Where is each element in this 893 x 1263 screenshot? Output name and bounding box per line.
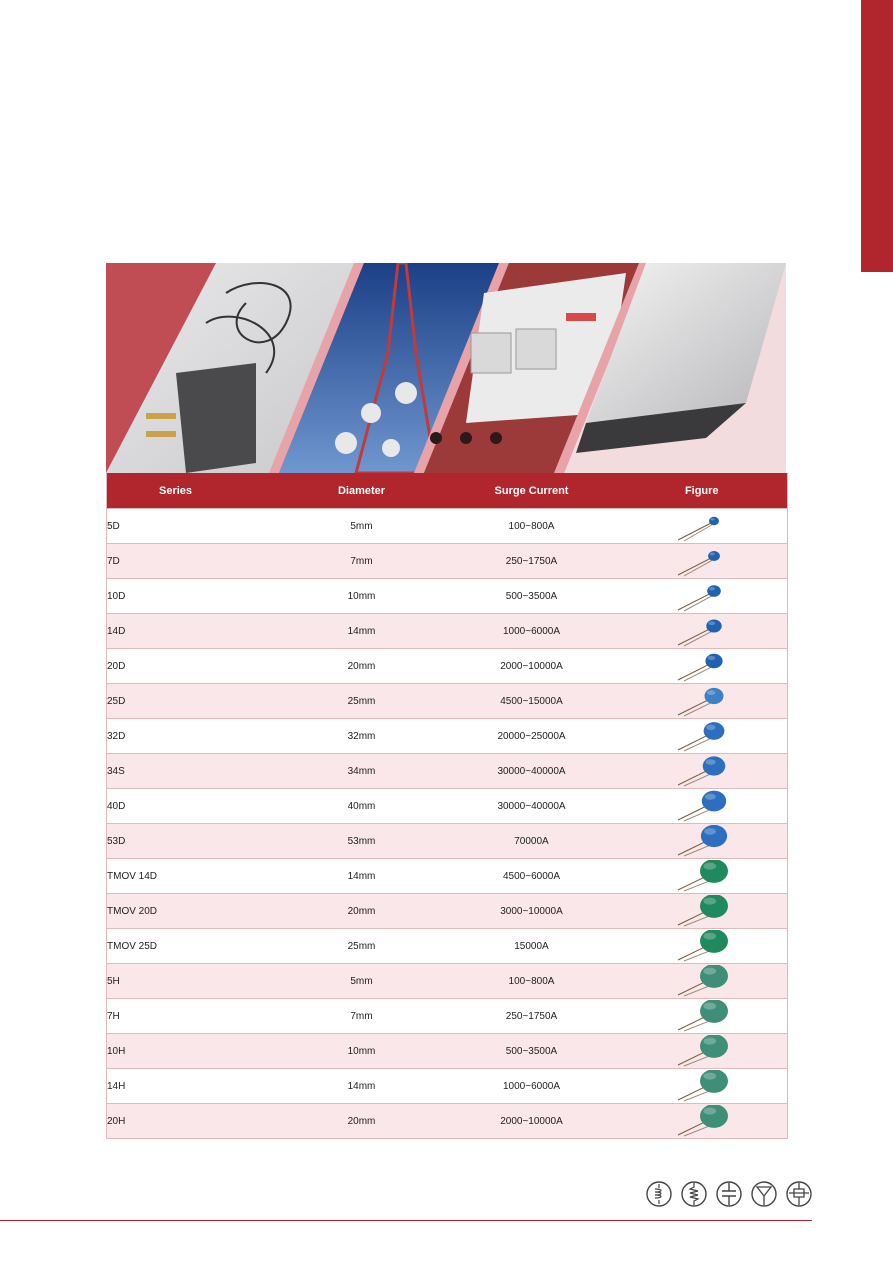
cell-series: 10H [107,1034,277,1069]
varistor-figure [672,1105,732,1137]
cell-surge-current: 500~3500A [447,1034,617,1069]
varistor-figure [672,895,732,927]
cell-diameter: 10mm [277,1034,447,1069]
cell-diameter: 25mm [277,684,447,719]
cell-surge-current: 2000~10000A [447,649,617,684]
cell-series: 20D [107,649,277,684]
table-row [107,824,788,859]
cell-series: 53D [107,824,277,859]
cell-figure [617,999,788,1034]
cell-figure [617,929,788,964]
cell-figure [617,859,788,894]
cell-diameter: 5mm [277,964,447,999]
header-diameter: Diameter [277,473,447,509]
cell-diameter: 14mm [277,859,447,894]
cell-figure [617,1104,788,1139]
table-row [107,579,788,614]
cell-figure [617,509,788,544]
table-row [107,754,788,789]
cell-series: 7H [107,999,277,1034]
cell-figure [617,719,788,754]
varistor-figure [672,790,732,822]
varistor-figure [672,825,732,857]
cell-surge-current: 500~3500A [447,579,617,614]
cell-surge-current: 70000A [447,824,617,859]
cell-surge-current: 250~1750A [447,544,617,579]
inductor-icon [647,1182,671,1206]
cell-diameter: 10mm [277,579,447,614]
varistor-figure [672,615,732,647]
antenna-icon [752,1182,776,1206]
table-row [107,614,788,649]
side-tab [861,0,893,272]
varistor-figure [672,580,732,612]
component-icons [646,1180,812,1208]
header-surge-current: Surge Current [447,473,617,509]
relay-icon [787,1182,811,1206]
spec-table [106,473,788,1139]
varistor-figure [672,685,732,717]
varistor-figure [672,965,732,997]
cell-series: 10D [107,579,277,614]
cell-series: 7D [107,544,277,579]
cell-diameter: 20mm [277,649,447,684]
cell-surge-current: 15000A [447,929,617,964]
cell-figure [617,894,788,929]
cell-diameter: 14mm [277,1069,447,1104]
varistor-figure [672,1070,732,1102]
table-row [107,1034,788,1069]
cell-series: 5D [107,509,277,544]
header-row [107,473,788,509]
table-row [107,894,788,929]
footer-rule [0,1220,812,1221]
cell-diameter: 40mm [277,789,447,824]
cell-series: 40D [107,789,277,824]
cell-diameter: 7mm [277,544,447,579]
table-row [107,649,788,684]
cell-figure [617,614,788,649]
cell-figure [617,649,788,684]
cell-surge-current: 100~800A [447,964,617,999]
cell-surge-current: 30000~40000A [447,754,617,789]
resistor-icon [682,1182,706,1206]
cell-series: 34S [107,754,277,789]
cell-diameter: 32mm [277,719,447,754]
cell-surge-current: 250~1750A [447,999,617,1034]
cell-series: TMOV 25D [107,929,277,964]
cell-diameter: 34mm [277,754,447,789]
cell-surge-current: 1000~6000A [447,614,617,649]
cell-diameter: 14mm [277,614,447,649]
varistor-figure [672,720,732,752]
cell-diameter: 5mm [277,509,447,544]
application-banner [106,263,786,473]
varistor-figure [672,1000,732,1032]
cell-series: 14H [107,1069,277,1104]
cell-series: TMOV 20D [107,894,277,929]
table-row [107,509,788,544]
cell-surge-current: 1000~6000A [447,1069,617,1104]
table-row [107,719,788,754]
cell-diameter: 20mm [277,894,447,929]
cell-diameter: 53mm [277,824,447,859]
varistor-figure [672,545,732,577]
table-row [107,544,788,579]
varistor-figure [672,755,732,787]
cell-series: 32D [107,719,277,754]
table-row [107,1104,788,1139]
cell-series: 5H [107,964,277,999]
cell-figure [617,824,788,859]
varistor-figure [672,860,732,892]
cell-figure [617,754,788,789]
cell-figure [617,684,788,719]
cell-figure [617,579,788,614]
cell-surge-current: 4500~6000A [447,859,617,894]
table-row [107,999,788,1034]
varistor-figure [672,930,732,962]
cell-diameter: 25mm [277,929,447,964]
cell-surge-current: 30000~40000A [447,789,617,824]
cell-surge-current: 4500~15000A [447,684,617,719]
table-row [107,859,788,894]
cell-figure [617,1069,788,1104]
cell-figure [617,1034,788,1069]
cell-surge-current: 3000~10000A [447,894,617,929]
varistor-figure [672,510,732,542]
table-row [107,964,788,999]
cell-series: 14D [107,614,277,649]
cell-series: 25D [107,684,277,719]
cell-figure [617,544,788,579]
varistor-figure [672,1035,732,1067]
table-row [107,1069,788,1104]
varistor-figure [672,650,732,682]
cell-figure [617,964,788,999]
cell-figure [617,789,788,824]
table-row [107,789,788,824]
cell-series: TMOV 14D [107,859,277,894]
capacitor-icon [717,1182,741,1206]
table-row [107,684,788,719]
cell-surge-current: 100~800A [447,509,617,544]
cell-surge-current: 2000~10000A [447,1104,617,1139]
header-figure: Figure [617,473,788,509]
cell-surge-current: 20000~25000A [447,719,617,754]
header-series: Series [107,473,277,509]
table-row [107,929,788,964]
cell-series: 20H [107,1104,277,1139]
banner-collage [106,263,786,473]
cell-diameter: 7mm [277,999,447,1034]
cell-diameter: 20mm [277,1104,447,1139]
